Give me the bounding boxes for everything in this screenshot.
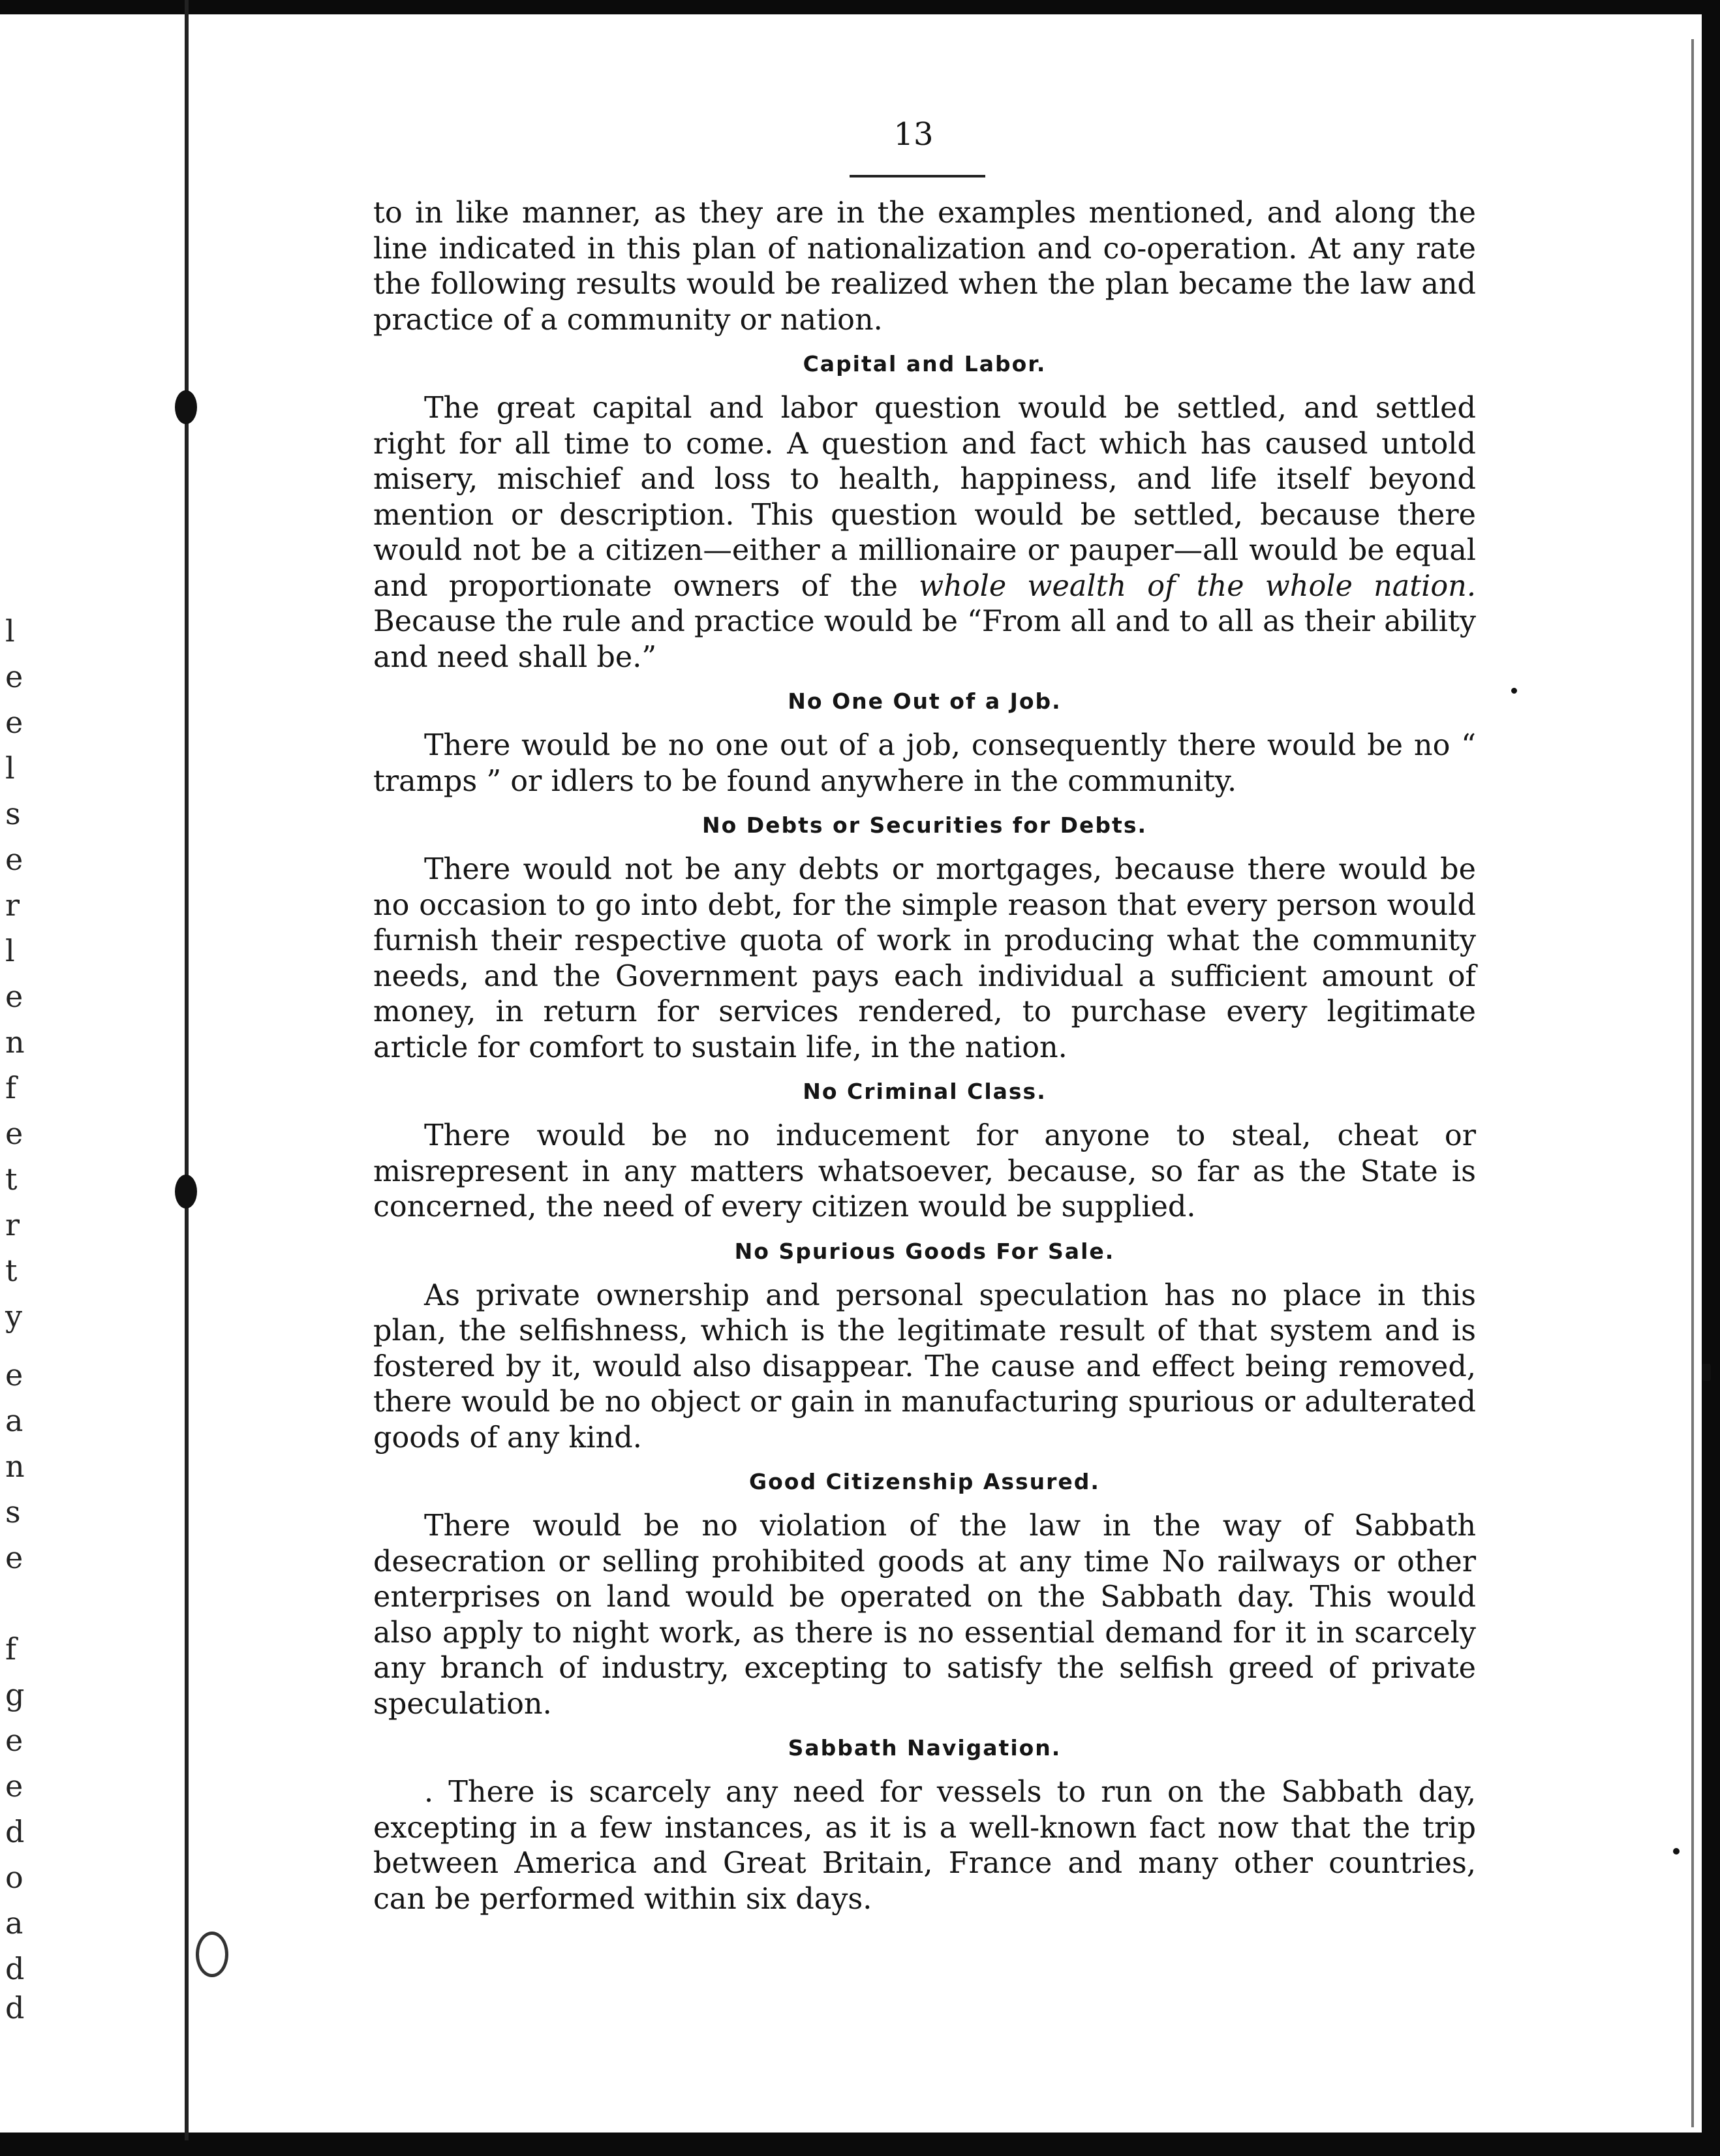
section-paragraph-capital-and-labor: [373, 391, 1476, 675]
bleed-letter: s: [5, 1494, 21, 1530]
paragraph-text: Because the rule and practice would be “From all and to all as their ability and need shall be.”: [373, 605, 1476, 674]
bleed-letter: e: [5, 659, 23, 694]
scan-border-right: [1702, 0, 1720, 2156]
section-heading-capital-and-labor: Capital and Labor.: [803, 351, 1047, 377]
page-edge-shadow: [1691, 39, 1694, 2127]
bleed-letter: l: [5, 750, 15, 786]
bleed-letter: e: [5, 1723, 23, 1758]
bleed-letter: e: [5, 842, 23, 877]
bleed-letter: t: [5, 1162, 18, 1197]
header-rule: [850, 175, 985, 177]
bleed-letter: d: [5, 1951, 25, 1986]
bleed-letter: n: [5, 1024, 25, 1060]
bleed-letter: e: [5, 1540, 23, 1575]
section-paragraph-sabbath-navigation: . There is scarcely any need for vessels to run on the Sabbath day, excepting in a few instances, as it is a well-known fact now that the trip between America and Great Britain, France and many other countries, can be performed within six days.: [373, 1776, 1476, 1916]
scan-speck: [1702, 1364, 1711, 1381]
bleed-letter: e: [5, 979, 23, 1014]
bleed-letter: n: [5, 1449, 25, 1484]
section-heading-no-debts: No Debts or Securities for Debts.: [701, 812, 1148, 838]
bleed-letter: l: [5, 933, 15, 968]
scan-border-bottom: [0, 2133, 1720, 2156]
bleed-letter: a: [5, 1905, 23, 1941]
section-paragraph-no-one-out-of-a-job: There would be no one out of a job, consequently there would be no “ tramps ” or idlers to be found anywhere in the community.: [373, 729, 1476, 798]
scan-speck: [1511, 688, 1517, 694]
binding-hole: [196, 1932, 228, 1977]
section-paragraph-good-citizenship: There would be no violation of the law in the way of Sabbath desecration or selling prohibited goods at any time No railways or other enterprises on land would be operated on the Sabbath day. This would also apply to night work, as there is no essential demand for it in scarcely any branch of industry, excepting to satisfy the selfish greed of private speculation.: [373, 1509, 1476, 1721]
italic-phrase: whole wealth of the whole nation.: [919, 569, 1476, 603]
bleed-letter: r: [5, 887, 20, 923]
intro-paragraph: to in like manner, as they are in the examples mentioned, and along the line indicated in this plan of nationalization and co-operation. At any rate the following results would be realized when the plan became the law and practice of a community or nation.: [373, 196, 1476, 337]
bleed-letter: s: [5, 796, 21, 831]
section-paragraph-no-spurious-goods: As private ownership and personal speculation has no place in this plan, the selfishness, which is the legitimate result of that system and is fostered by it, would also disappear. The cause and effect being removed, there would be no object or gain in manufacturing spurious or adulterated goods of any kind.: [373, 1278, 1476, 1455]
bleed-letter: f: [5, 1070, 17, 1105]
scan-speck: [1673, 1848, 1680, 1855]
section-paragraph-no-debts: There would not be any debts or mortgages, because there would be no occasion to go into debt, for the simple reason that every person would furnish their respective quota of work in producing what the community needs, and the Government pays each individual a sufficient amount of money, in return for services rendered, to purchase every legitimate article for comfort to sustain life, in the nation.: [373, 853, 1476, 1064]
bleed-letter: a: [5, 1403, 23, 1438]
bleed-letter: d: [5, 1990, 25, 2025]
bleed-letter: y: [5, 1299, 22, 1334]
bleed-letter: e: [5, 1357, 23, 1393]
section-heading-sabbath-navigation: Sabbath Navigation.: [788, 1735, 1062, 1761]
bleed-letter: e: [5, 705, 23, 740]
bleed-letter: l: [5, 613, 15, 649]
page-body: [373, 196, 1476, 1917]
bleed-letter: t: [5, 1253, 18, 1288]
bleed-letter: o: [5, 1860, 23, 1895]
section-heading-good-citizenship: Good Citizenship Assured.: [749, 1469, 1100, 1494]
binding-spine: [185, 0, 189, 2140]
page-number: 13: [893, 116, 934, 153]
paragraph-text: The great capital and labor question would be settled, and settled right for all time to come. A question and fact which has caused untold misery, mischief and loss to health, happiness, and life itself beyond mention or description. This question would be settled, because there would not be a citizen—either a millionaire or pauper—all would be equal and proportionate owners of the: [373, 392, 1476, 603]
scan-border-top: [0, 0, 1720, 14]
binding-hole: [175, 1175, 197, 1209]
bleed-letter: e: [5, 1768, 23, 1804]
opposite-page-bleed: [0, 587, 39, 2023]
bleed-letter: r: [5, 1207, 20, 1242]
section-heading-no-one-out-of-a-job: No One Out of a Job.: [788, 688, 1062, 714]
section-heading-no-spurious-goods: No Spurious Goods For Sale.: [734, 1238, 1115, 1264]
bleed-letter: f: [5, 1631, 17, 1667]
bleed-letter: d: [5, 1814, 25, 1849]
binding-hole: [175, 390, 197, 424]
section-heading-no-criminal-class: No Criminal Class.: [803, 1079, 1047, 1104]
section-paragraph-no-criminal-class: There would be no inducement for anyone to steal, cheat or misrepresent in any matters whatsoever, because, so far as the State is concerned, the need of every citizen would be supplied.: [373, 1119, 1476, 1224]
bleed-letter: g: [5, 1677, 25, 1712]
bleed-letter: e: [5, 1116, 23, 1151]
